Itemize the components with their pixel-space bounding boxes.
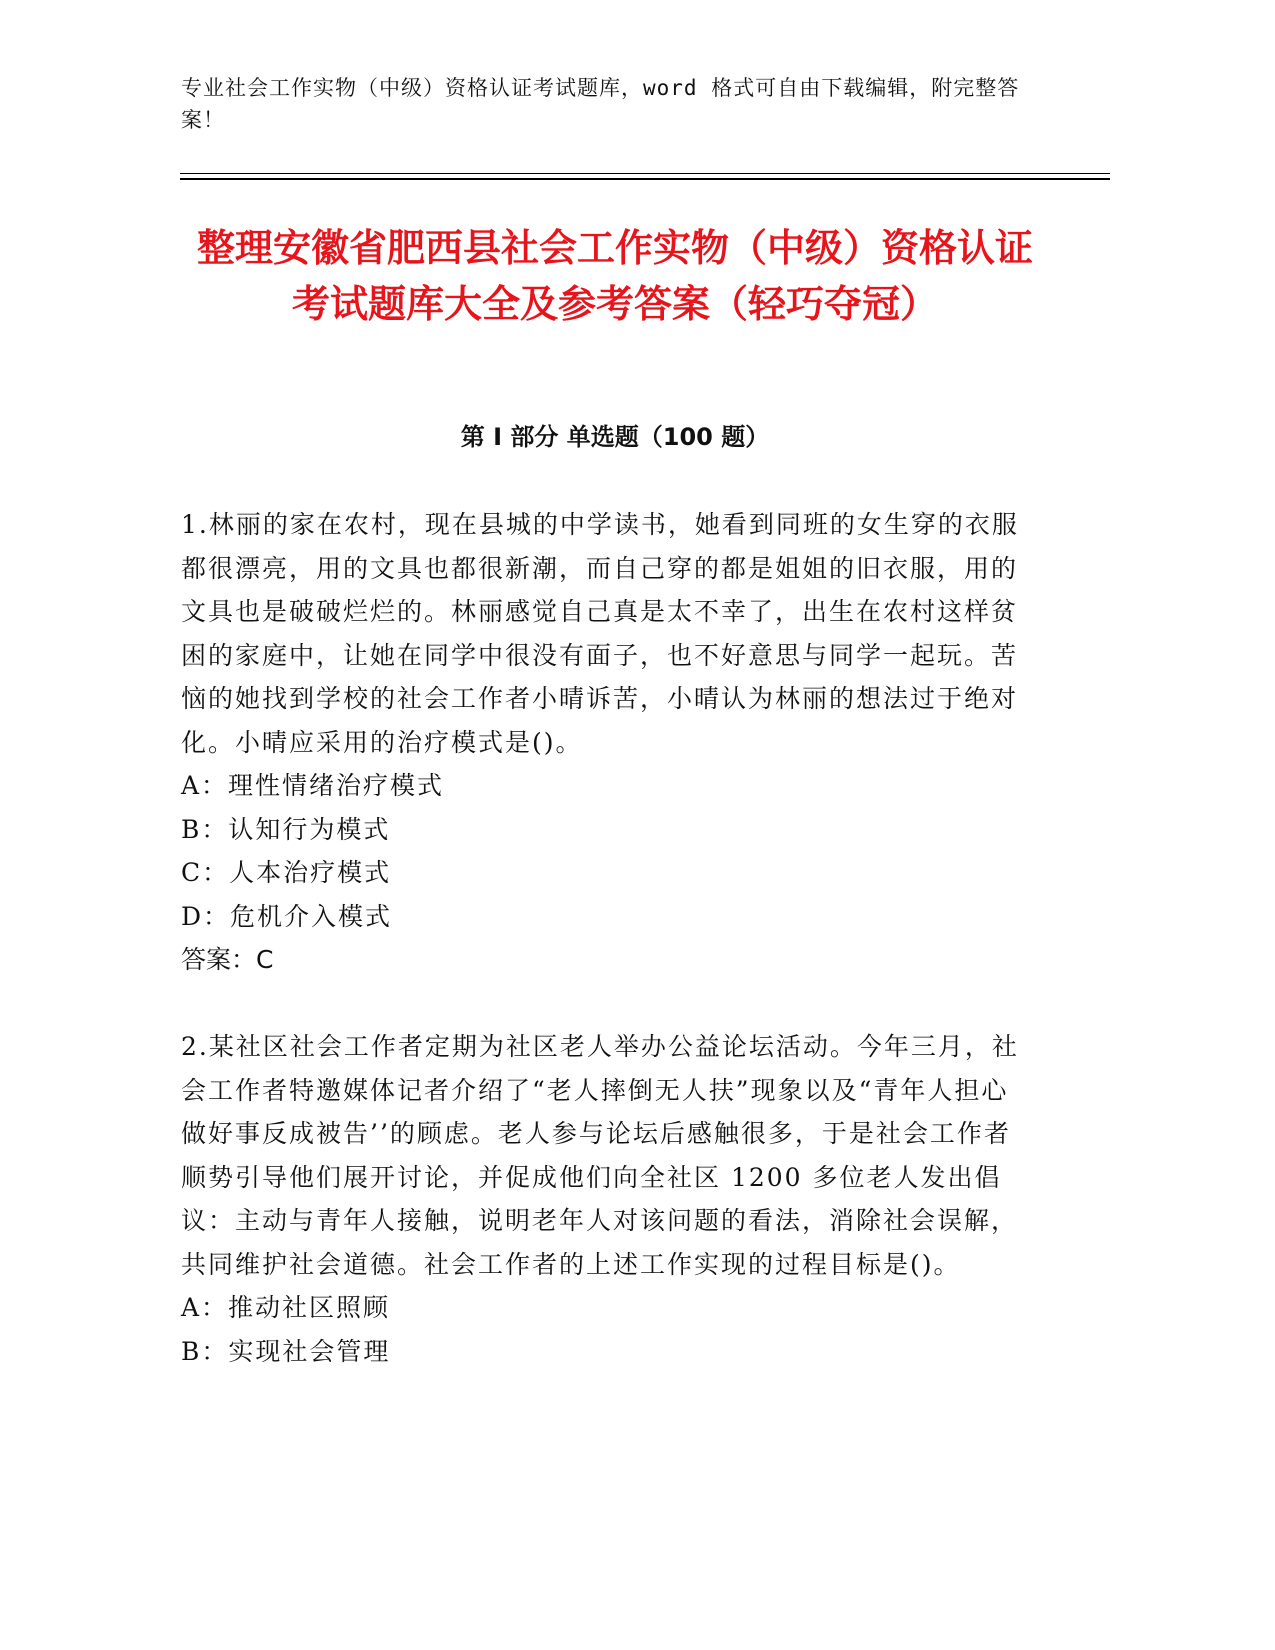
section-heading: 第 I 部分 单选题（100 题） <box>460 423 770 451</box>
option-d: D：危机介入模式 <box>181 901 393 931</box>
question-stem: 1.林丽的家在农村，现在县城的中学读书，她看到同班的女生穿的衣服都很漂亮，用的文具也都很新潮，而自己穿的都是姐姐的旧衣服，用的文具也是破破烂烂的。林丽感觉自己真是太不幸了，出生在农村这样贫困的家庭中，让她在同学中很没有面子，也不好意思与同学一起玩。苦恼的她找到学校的社会工作者小晴诉苦，小晴认为林丽的想法过于绝对化。小晴应采用的治疗模式是()。 <box>181 510 1019 757</box>
option-a: A：理性情绪治疗模式 <box>181 771 445 800</box>
question-stem: 2.某社区社会工作者定期为社区老人举办公益论坛活动。今年三月，社会工作者特邀媒体记者介绍了“老人摔倒无人扶”现象以及“青年人担心做好事反成被告’’的顾虑。老人参与论坛后感触很多，于是社会工作者顺势引导他们展开讨论，并促成他们向全社区 1200 多位老人发出倡议：主动与青年人接触，说明老年人对该问题的看法，消除社会误解，共同维护社会道德。社会工作者的上述工作实现的过程目标是()。 <box>181 1032 1019 1279</box>
answer: 答案：C <box>181 945 274 974</box>
header-divider-thin <box>180 173 1110 174</box>
document-title: 整理安徽省肥西县社会工作实物（中级）资格认证考试题库大全及参考答案（轻巧夺冠） <box>196 226 1033 326</box>
option-b: B：认知行为模式 <box>181 814 391 844</box>
header-note: 专业社会工作实物（中级）资格认证考试题库，word 格式可自由下载编辑，附完整答案！ <box>181 76 1020 132</box>
option-c: C：人本治疗模式 <box>181 858 392 887</box>
question-1 <box>181 503 1031 982</box>
header-divider-thick <box>180 178 1110 180</box>
option-a: A：推动社区照顾 <box>181 1293 391 1322</box>
question-2 <box>181 1025 1031 1373</box>
option-b: B：实现社会管理 <box>181 1336 391 1366</box>
